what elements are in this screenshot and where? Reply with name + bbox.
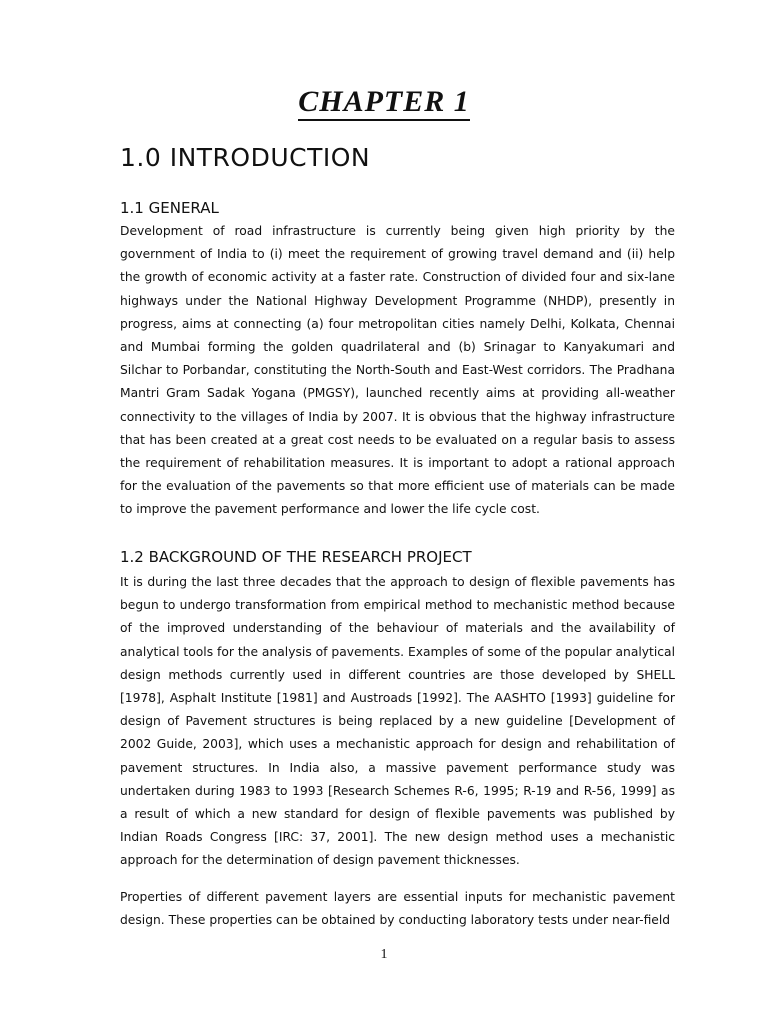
section-1-2-heading: 1.2 BACKGROUND OF THE RESEARCH PROJECT	[120, 548, 472, 566]
introduction-heading: 1.0 INTRODUCTION	[120, 143, 371, 172]
section-1-2-paragraph-1: It is during the last three decades that the approach to design of flexible pavements has begun to undergo transformation from empirical method to mechanistic method because of the improved understanding of the behaviour of materials and the availability of analytical tools for the analysis of pavements. Examples of some of the popular analytical design methods currently used in different countries are those developed by SHELL [1978], Asphalt Institute [1981] and Austroads [1992]. The AASHTO [1993] guideline for design of Pavement structures is being replaced by a new guideline [Development of 2002 Guide, 2003], which uses a mechanistic approach for design and rehabilitation of pavement structures. In India also, a massive pavement performance study was undertaken during 1983 to 1993 [Research Schemes R-6, 1995; R-19 and R-56, 1999] as a result of which a new standard for design of flexible pavements was published by Indian Roads Congress [IRC: 37, 2001]. The new design method uses a mechanistic approach for the determination of design pavement thicknesses.	[120, 575, 675, 868]
chapter-title	[0, 84, 768, 120]
section-1-2-paragraph-2: Properties of different pavement layers are essential inputs for mechanistic pavement design. These properties can be obtained by conducting laboratory tests under near-field	[120, 890, 675, 928]
section-1-1-heading: 1.1 GENERAL	[120, 199, 219, 217]
page-number: 1	[380, 947, 388, 962]
section-1-1-paragraph: Development of road infrastructure is currently being given high priority by the government of India to (i) meet the requirement of growing travel demand and (ii) help the growth of economic activity at a faster rate. Construction of divided four and six-lane highways under the National Highway Development Programme (NHDP), presently in progress, aims at connecting (a) four metropolitan cities namely Delhi, Kolkata, Chennai and Mumbai forming the golden quadrilateral and (b) Srinagar to Kanyakumari and Silchar to Porbandar, constituting the North-South and East-West corridors. The Pradhana Mantri Gram Sadak Yogana (PMGSY), launched recently aims at providing all-weather connectivity to the villages of India by 2007. It is obvious that the highway infrastructure that has been created at a great cost needs to be evaluated on a regular basis to assess the requirement of rehabilitation measures. It is important to adopt a rational approach for the evaluation of the pavements so that more efficient use of materials can be made to improve the pavement performance and lower the life cycle cost.	[120, 224, 675, 517]
chapter-title-text: CHAPTER 1	[298, 85, 470, 121]
